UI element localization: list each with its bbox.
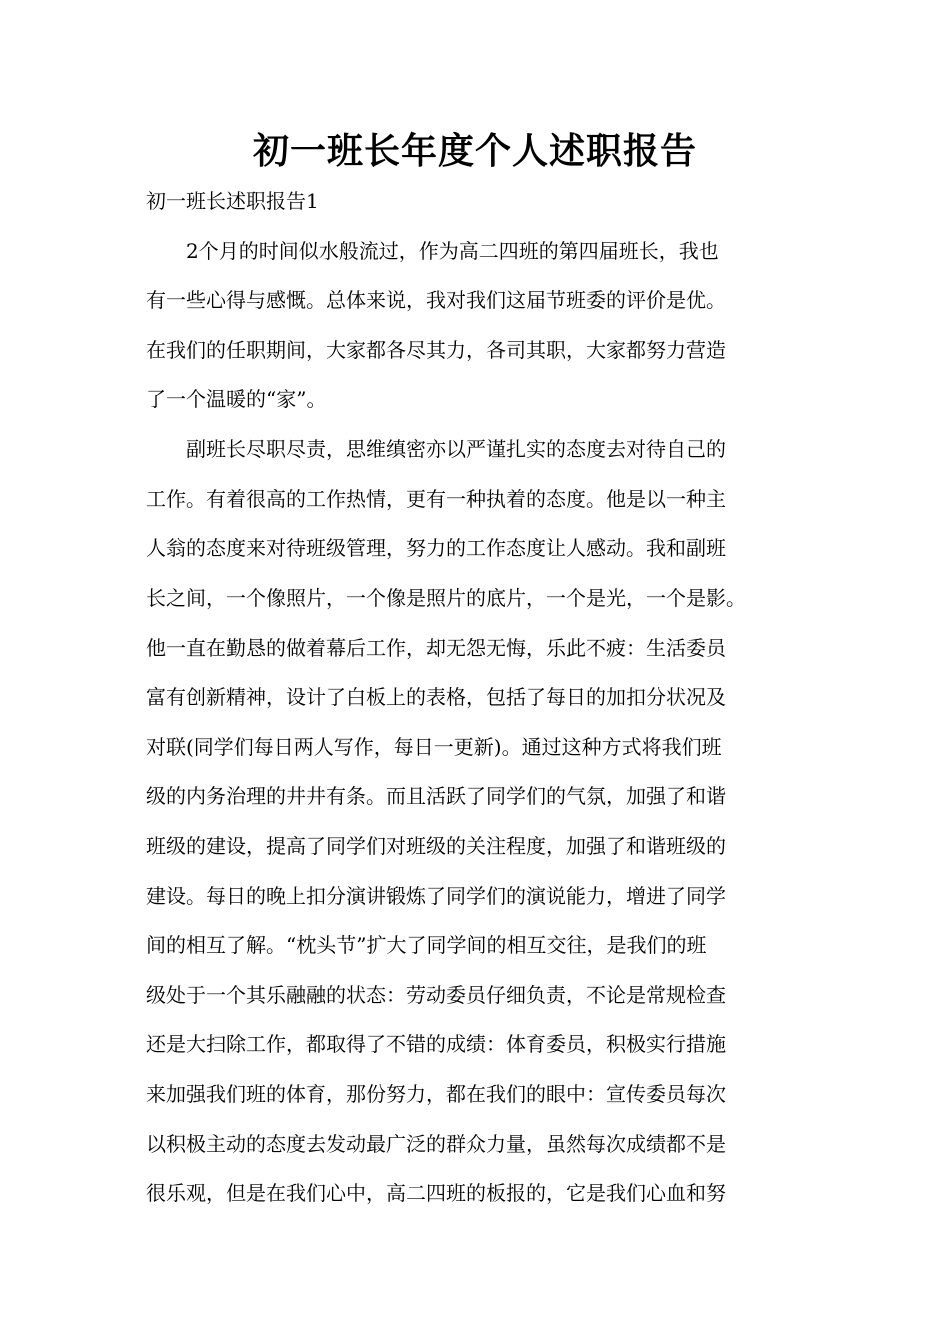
body-line: 有一些心得与感慨。总体来说，我对我们这届节班委的评价是优。 xyxy=(146,288,726,312)
body-line: 班级的建设，提高了同学们对班级的关注程度，加强了和谐班级的 xyxy=(146,834,726,858)
body-line: 工作。有着很高的工作热情，更有一种执着的态度。他是以一种主 xyxy=(146,487,726,511)
document-subtitle: 初一班长述职报告1 xyxy=(146,189,319,213)
body-line: 很乐观，但是在我们心中，高二四班的板报的，它是我们心血和努 xyxy=(146,1181,726,1205)
body-line: 建设。每日的晚上扣分演讲锻炼了同学们的演说能力，增进了同学 xyxy=(146,884,726,908)
body-line: 级处于一个其乐融融的状态：劳动委员仔细负责，不论是常规检查 xyxy=(146,983,726,1007)
body-line: 了一个温暖的“家”。 xyxy=(146,387,327,411)
body-line: 副班长尽职尽责，思维缜密亦以严谨扎实的态度去对待自己的 xyxy=(146,437,726,461)
body-line: 长之间，一个像照片，一个像是照片的底片，一个是光，一个是影。 xyxy=(146,586,746,610)
body-line: 级的内务治理的井井有条。而且活跃了同学们的气氛，加强了和谐 xyxy=(146,784,726,808)
body-line: 人翁的态度来对待班级管理，努力的工作态度让人感动。我和副班 xyxy=(146,536,726,560)
body-line: 以积极主动的态度去发动最广泛的群众力量，虽然每次成绩都不是 xyxy=(146,1132,726,1156)
body-line: 2个月的时间似水般流过，作为高二四班的第四届班长，我也 xyxy=(146,239,719,263)
body-line: 他一直在勤恳的做着幕后工作，却无怨无悔，乐此不疲：生活委员 xyxy=(146,636,726,660)
body-line: 富有创新精神，设计了白板上的表格，包括了每日的加扣分状况及 xyxy=(146,685,726,709)
body-line: 间的相互了解。“枕头节”扩大了同学间的相互交往，是我们的班 xyxy=(146,933,707,957)
body-line: 来加强我们班的体育，那份努力，都在我们的眼中：宣传委员每次 xyxy=(146,1082,726,1106)
document-title: 初一班长年度个人述职报告 xyxy=(252,131,697,172)
body-line: 在我们的任职期间，大家都各尽其力，各司其职，大家都努力营造 xyxy=(146,338,726,362)
body-line: 还是大扫除工作，都取得了不错的成绩：体育委员，积极实行措施 xyxy=(146,1032,726,1056)
body-line: 对联(同学们每日两人写作，每日一更新)。通过这种方式将我们班 xyxy=(146,735,722,759)
